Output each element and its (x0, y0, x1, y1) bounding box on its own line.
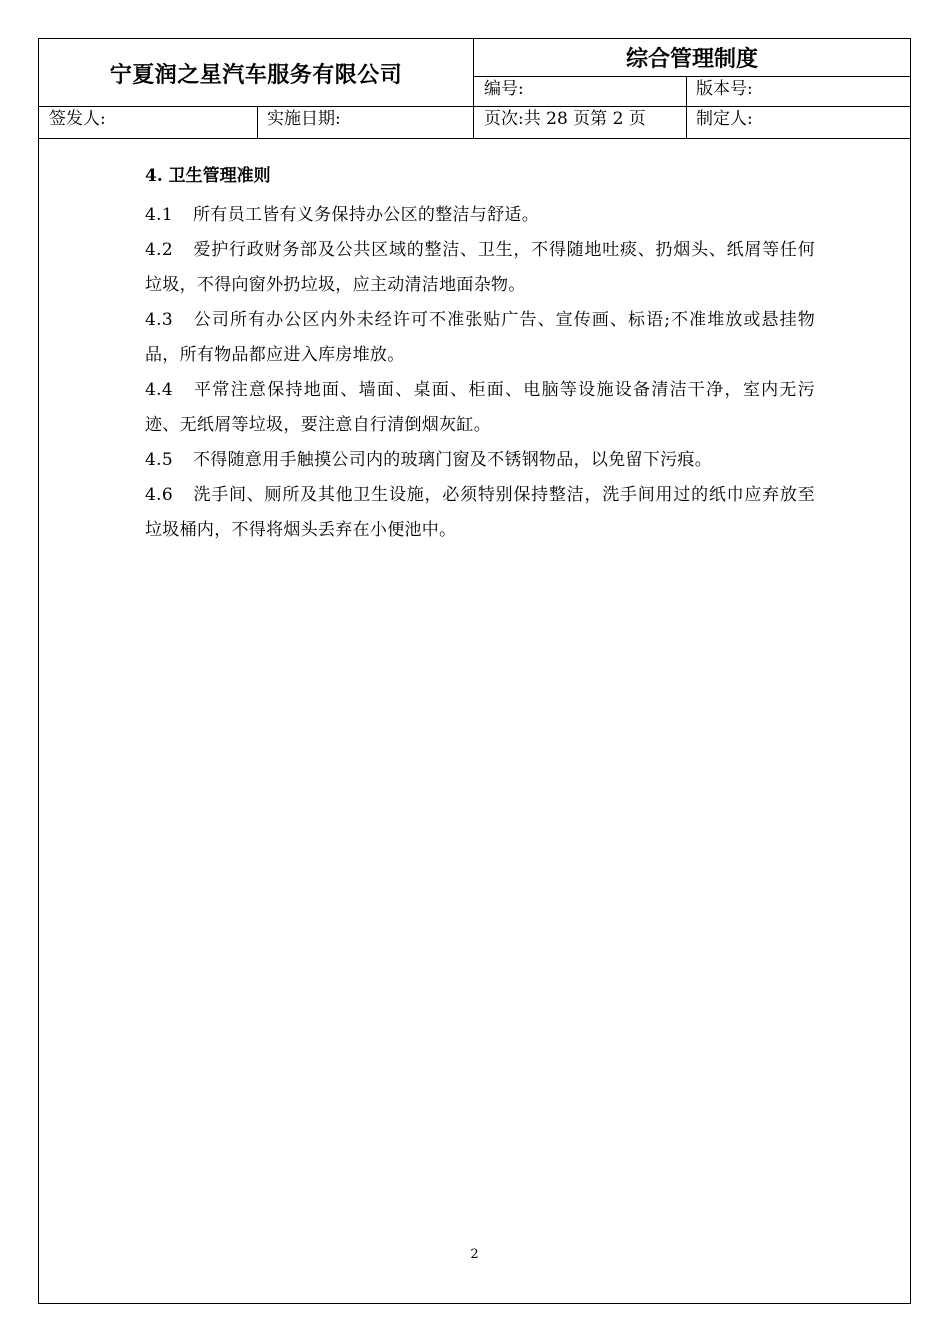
clause-4-6 (145, 478, 815, 548)
clause-4-2 (145, 233, 815, 303)
header-divider (686, 76, 687, 139)
page-number: 2 (470, 1247, 479, 1262)
company-name: 宁夏润之星汽车服务有限公司 (109, 62, 403, 88)
clause-number: 4.4 (145, 380, 173, 400)
clause-number: 4.2 (145, 240, 173, 260)
clause-text: 平常注意保持地面、墙面、桌面、柜面、电脑等设施设备清洁干净，室内无污迹、无纸屑等垃圾，要注意自行清倒烟灰缸。 (145, 380, 815, 435)
document-body (145, 163, 815, 548)
document-title: 综合管理制度 (625, 46, 758, 72)
clause-4-3 (145, 303, 815, 373)
clause-text: 不得随意用手触摸公司内的玻璃门窗及不锈钢物品，以免留下污痕。 (193, 450, 712, 470)
clause-4-1 (145, 198, 815, 233)
page-info: 页次:共 28 页第 2 页 (484, 109, 646, 129)
document-header-table (39, 39, 910, 139)
section-heading: 4. 卫生管理准则 (145, 166, 271, 186)
document-page (38, 38, 911, 1304)
version-label: 版本号: (696, 79, 753, 99)
clause-4-5 (145, 443, 815, 478)
clause-number: 4.3 (145, 310, 173, 330)
header-divider (474, 76, 910, 77)
author-label: 制定人: (696, 109, 753, 129)
clause-text: 洗手间、厕所及其他卫生设施，必须特别保持整洁，洗手间用过的纸巾应弃放至垃圾桶内，不得将烟头丢弃在小便池中。 (145, 485, 815, 540)
clause-text: 爱护行政财务部及公共区域的整洁、卫生，不得随地吐痰、扔烟头、纸屑等任何垃圾，不得向窗外扔垃圾，应主动清洁地面杂物。 (145, 240, 815, 295)
effective-date-label: 实施日期: (267, 109, 341, 129)
issuer-label: 签发人: (49, 109, 106, 129)
clause-4-4 (145, 373, 815, 443)
clause-text: 所有员工皆有义务保持办公区的整洁与舒适。 (193, 205, 539, 225)
document-number-label: 编号: (484, 79, 524, 99)
header-divider (257, 106, 258, 139)
clause-text: 公司所有办公区内外未经许可不准张贴广告、宣传画、标语;不准堆放或悬挂物品，所有物品都应进入库房堆放。 (145, 310, 815, 365)
clause-number: 4.5 (145, 450, 173, 470)
clause-number: 4.1 (145, 205, 173, 225)
header-divider (39, 138, 910, 139)
clause-number: 4.6 (145, 485, 173, 505)
